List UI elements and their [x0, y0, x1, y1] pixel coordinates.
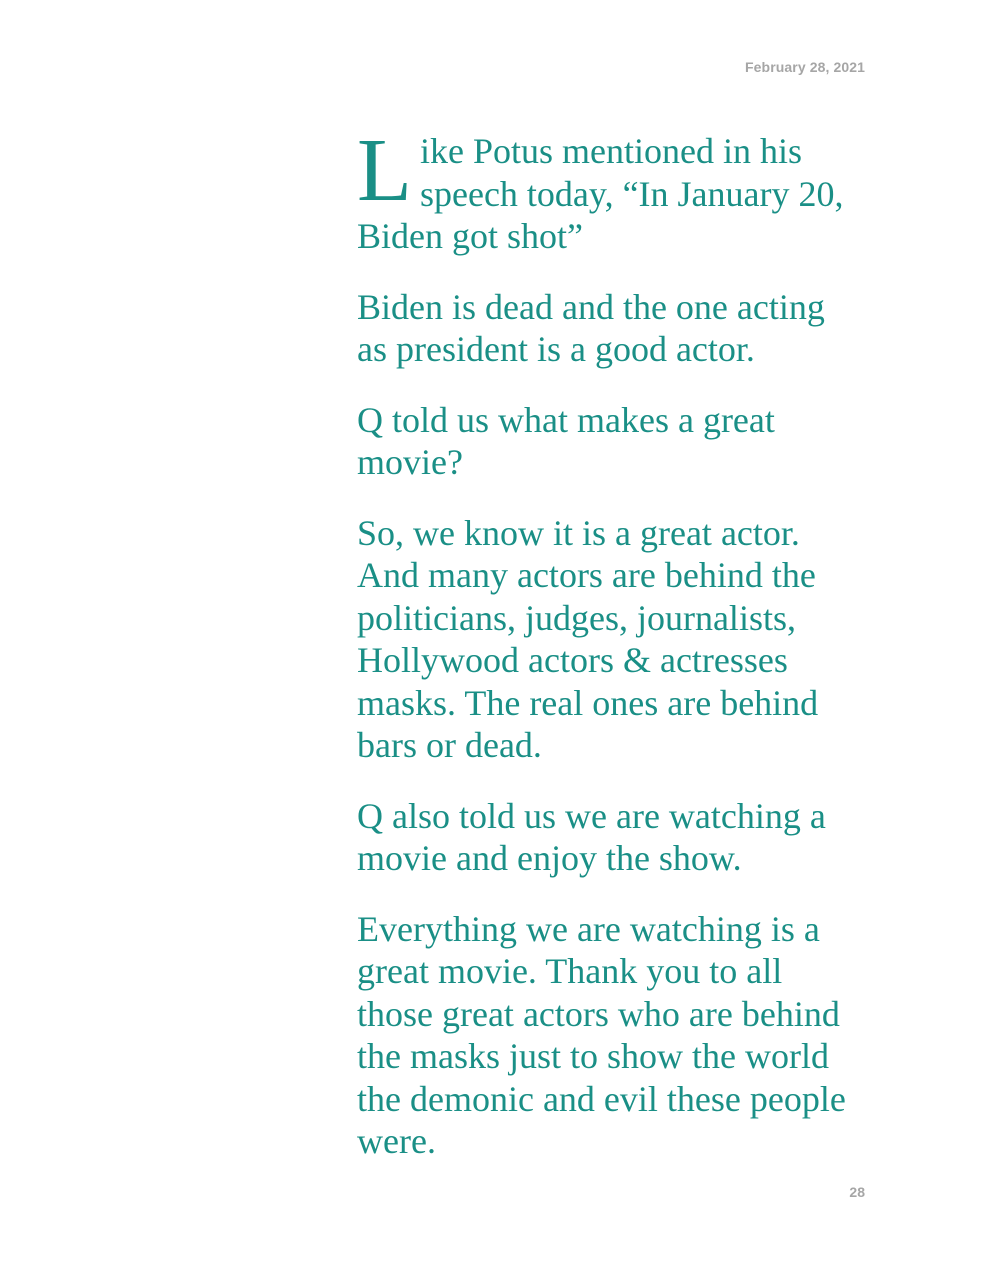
page-date: February 28, 2021: [745, 59, 865, 75]
paragraph-3: Q told us what makes a great movie?: [357, 399, 775, 482]
drop-cap: L: [357, 121, 412, 220]
paragraph-4: So, we know it is a great actor. And many actors are behind the politicians, judges, journalists, Hollywood actors & actresses masks. The real ones are behind bars or dead.: [357, 512, 819, 765]
paragraph-1-text: ike Potus mentioned in his speech today, “In January 20, Biden got shot”: [357, 131, 844, 256]
page-number: 28: [849, 1184, 865, 1200]
paragraph-1: [357, 121, 862, 258]
article-body: [357, 121, 862, 1191]
paragraph-5: Q also told us we are watching a movie and enjoy the show.: [357, 795, 826, 878]
paragraph-2: Biden is dead and the one acting as president is a good actor.: [357, 286, 825, 369]
paragraph-6: Everything we are watching is a great movie. Thank you to all those great actors who are behind the masks just to show the world the demonic and evil these people were.: [357, 908, 846, 1161]
